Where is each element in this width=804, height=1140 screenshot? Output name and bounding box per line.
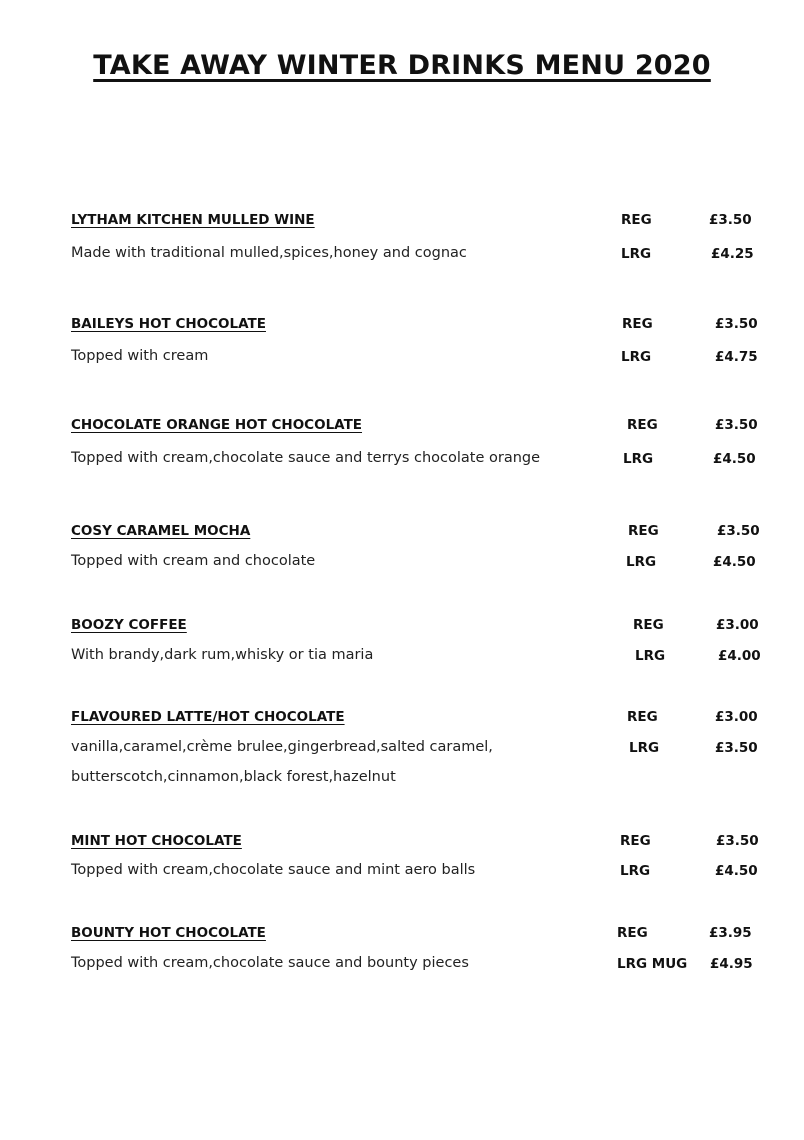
item-name: COSY CARAMEL MOCHA xyxy=(71,523,251,539)
size-label: REG xyxy=(621,212,652,228)
size-label: REG xyxy=(627,709,658,725)
size-label: LRG xyxy=(621,349,652,365)
size-label: LRG xyxy=(623,451,654,467)
price: £4.50 xyxy=(715,863,758,879)
price: £4.75 xyxy=(715,349,758,365)
size-label: LRG xyxy=(626,554,657,570)
price: £3.50 xyxy=(715,316,758,332)
page-title: TAKE AWAY WINTER DRINKS MENU 2020 xyxy=(93,50,711,81)
item-description: Topped with cream and chocolate xyxy=(71,553,316,569)
item-name: BAILEYS HOT CHOCOLATE xyxy=(71,316,266,332)
price: £4.25 xyxy=(711,246,754,262)
size-label: LRG xyxy=(629,740,660,756)
price: £4.95 xyxy=(710,956,753,972)
price: £4.00 xyxy=(718,648,761,664)
item-description: Topped with cream,chocolate sauce and mint aero balls xyxy=(71,862,476,878)
price: £4.50 xyxy=(713,451,756,467)
size-label: REG xyxy=(627,417,658,433)
price: £3.95 xyxy=(709,925,752,941)
size-label: REG xyxy=(617,925,648,941)
price: £3.50 xyxy=(716,833,759,849)
item-name: LYTHAM KITCHEN MULLED WINE xyxy=(71,212,315,228)
price: £4.50 xyxy=(713,554,756,570)
price: £3.50 xyxy=(715,740,758,756)
size-label: REG xyxy=(622,316,653,332)
size-label: REG xyxy=(620,833,651,849)
item-description: vanilla,caramel,crème brulee,gingerbread,salted caramel, xyxy=(71,739,493,755)
price: £3.50 xyxy=(715,417,758,433)
price: £3.50 xyxy=(709,212,752,228)
item-description: Topped with cream,chocolate sauce and bounty pieces xyxy=(71,955,469,971)
item-name: BOUNTY HOT CHOCOLATE xyxy=(71,925,266,941)
item-name: CHOCOLATE ORANGE HOT CHOCOLATE xyxy=(71,417,363,433)
price: £3.50 xyxy=(717,523,760,539)
item-name: FLAVOURED LATTE/HOT CHOCOLATE xyxy=(71,709,345,725)
item-description: Topped with cream,chocolate sauce and terrys chocolate orange xyxy=(71,450,541,466)
size-label: LRG xyxy=(621,246,652,262)
item-name: MINT HOT CHOCOLATE xyxy=(71,833,242,849)
size-label: LRG xyxy=(635,648,666,664)
item-description: Topped with cream xyxy=(71,348,209,364)
price: £3.00 xyxy=(716,617,759,633)
size-label: LRG xyxy=(620,863,651,879)
size-label: LRG MUG xyxy=(617,956,688,972)
price: £3.00 xyxy=(715,709,758,725)
size-label: REG xyxy=(633,617,664,633)
size-label: REG xyxy=(628,523,659,539)
item-description: With brandy,dark rum,whisky or tia maria xyxy=(71,647,374,663)
item-description: Made with traditional mulled,spices,honey and cognac xyxy=(71,245,467,261)
item-description: butterscotch,cinnamon,black forest,hazelnut xyxy=(71,769,396,785)
item-name: BOOZY COFFEE xyxy=(71,617,187,633)
